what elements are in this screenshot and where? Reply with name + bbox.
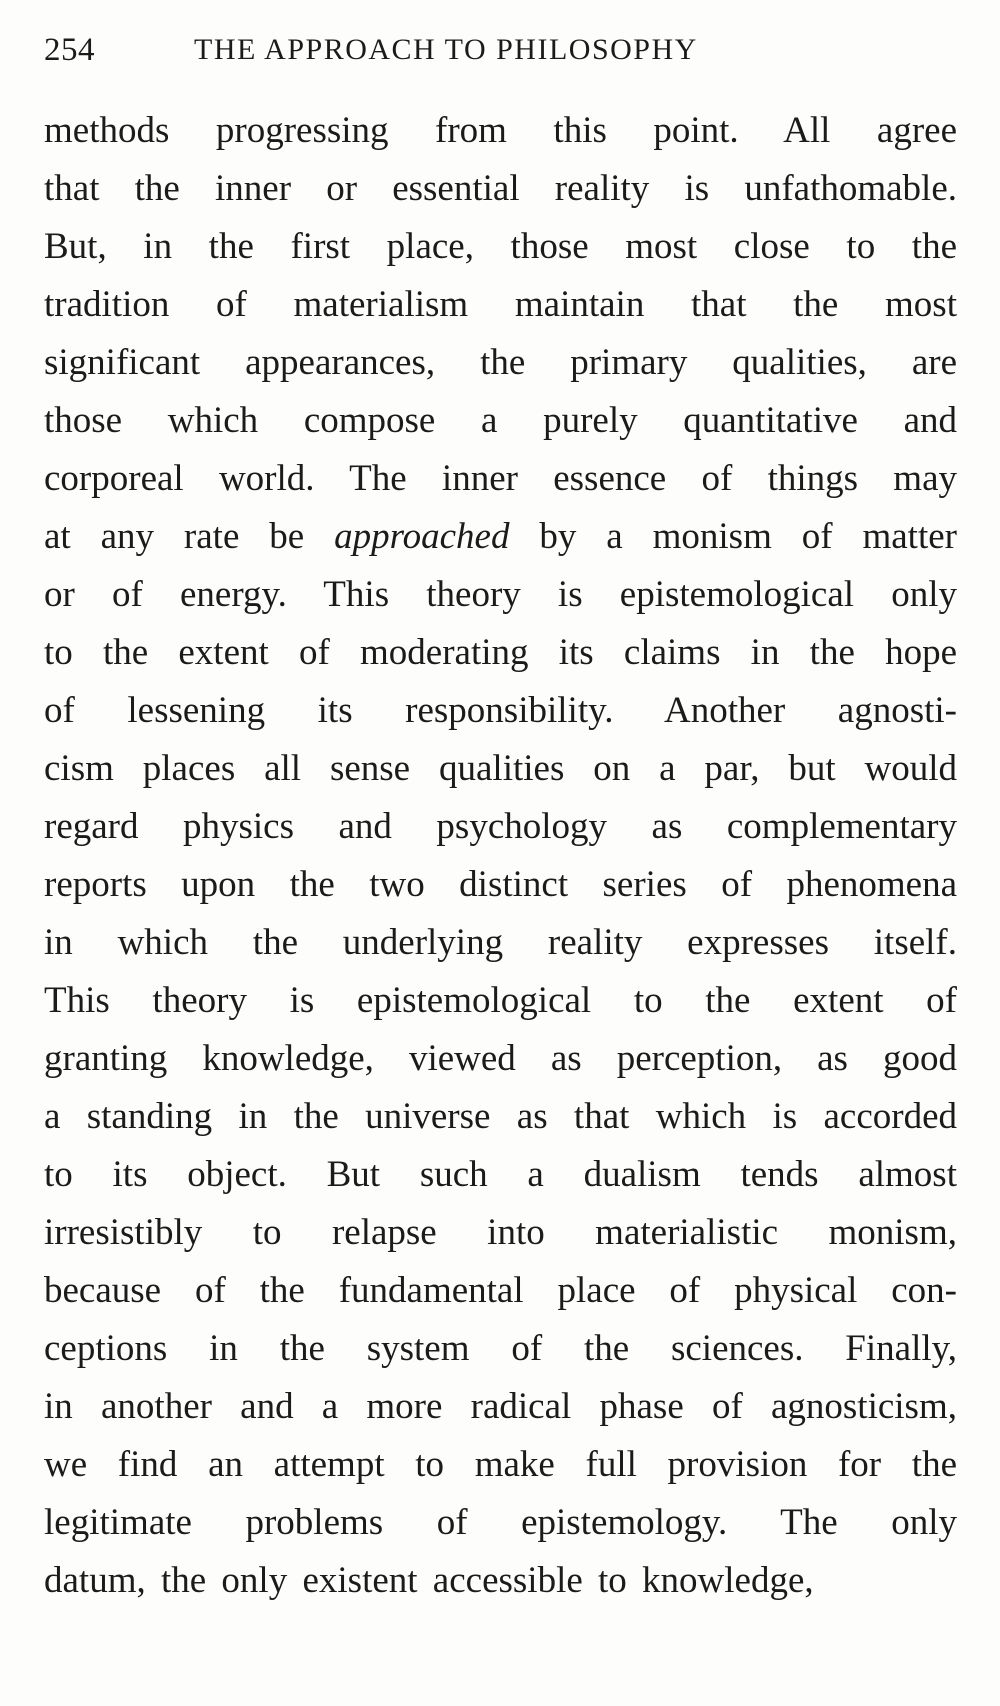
text-line: granting knowledge, viewed as perception, as good [44,1038,957,1079]
text-line: that the inner or essential reality is unfathomable. [44,168,957,209]
text-segment: by a monism of matter [509,516,957,557]
text-line: significant appearances, the primary qualities, are [44,342,957,383]
text-line: of lessening its responsibility. Another agnosti- [44,690,957,731]
text-line: to the extent of moderating its claims in the hope [44,632,957,673]
text-line [44,508,957,566]
text-line: legitimate problems of epistemology. The only [44,1502,957,1543]
text-line: to its object. But such a dualism tends almost [44,1154,957,1195]
text-segment: at any rate be [44,516,335,557]
italic-word: approached [334,516,510,557]
running-title: THE APPROACH TO PHILOSOPHY [194,33,698,66]
text-line: tradition of materialism maintain that the most [44,284,957,325]
page-number: 254 [44,32,95,68]
text-line: ceptions in the system of the sciences. Finally, [44,1328,957,1369]
body-text [44,102,957,1610]
text-line: reports upon the two distinct series of phenomena [44,864,957,905]
text-line: we find an attempt to make full provision for the [44,1444,957,1485]
text-line: methods progressing from this point. All agree [44,110,957,151]
text-line: because of the fundamental place of physical con- [44,1270,957,1311]
text-line: in another and a more radical phase of agnosticism, [44,1386,957,1427]
text-line: or of energy. This theory is epistemological only [44,574,957,615]
running-head [44,20,944,80]
text-line: a standing in the universe as that which is accorded [44,1096,957,1137]
text-line: in which the underlying reality expresses itself. [44,922,957,963]
text-line: irresistibly to relapse into materialistic monism, [44,1212,957,1253]
text-line: datum, the only existent accessible to knowledge, [44,1560,814,1601]
text-line: those which compose a purely quantitative and [44,400,957,441]
text-line: regard physics and psychology as complementary [44,806,957,847]
text-line: This theory is epistemological to the extent of [44,980,957,1021]
text-line: corporeal world. The inner essence of things may [44,458,957,499]
text-line: cism places all sense qualities on a par, but would [44,748,957,789]
text-line: But, in the first place, those most close to the [44,226,957,267]
